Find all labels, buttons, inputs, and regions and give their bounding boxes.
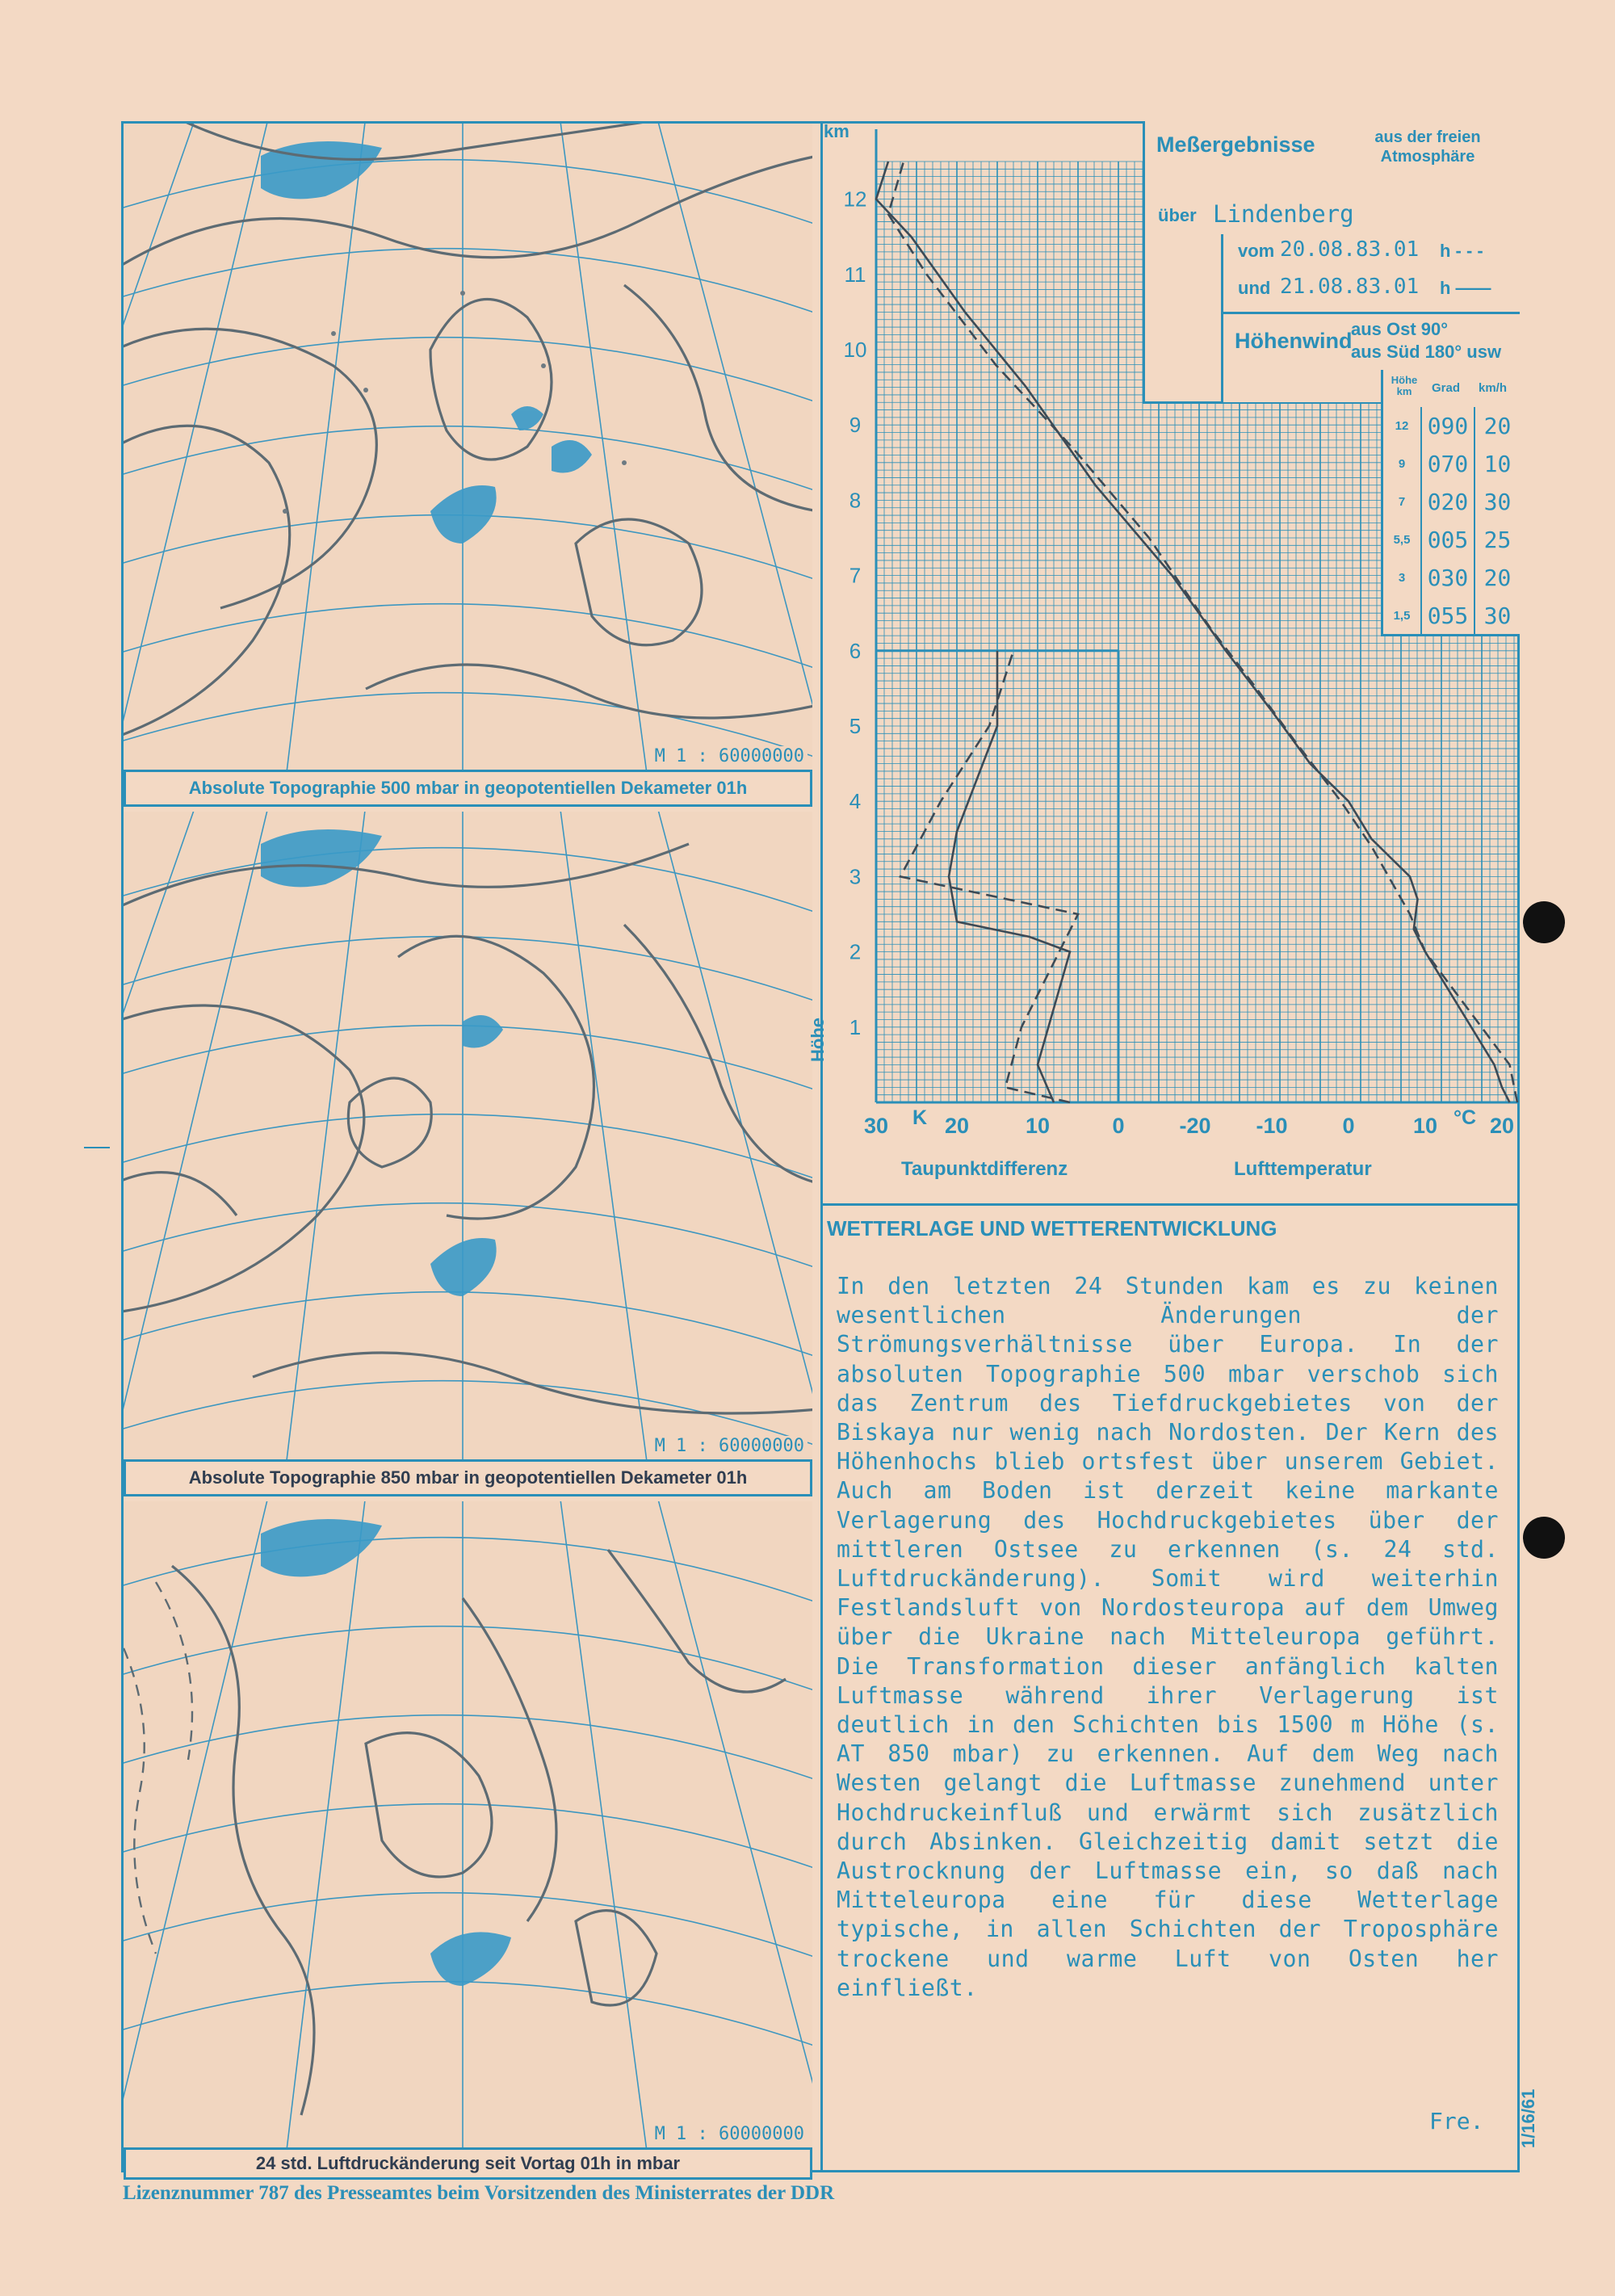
station-label: über xyxy=(1158,205,1197,225)
weather-text: In den letzten 24 Stunden kam es zu keinen wesentlichen Änderungen der Strömungsverhältnisse über Europa. In der absoluten Topographie 500 mbar verschob sich das Zentrum des Tiefdruckgebietes von der Biskaya nur wenig nach Nordosten. Der Kern des Höhenhochs blieb ortsfest über unserem Gebiet. Auch am Boden ist derzeit keine markante Verlagerung des Hochdruckgebietes über der mittleren Ostsee zu erkennen (s. 24 std. Luftdruckänderung). Somit wird weiterhin Festlandsluft von Nordosteuropa auf dem Umweg über die Ukraine nach Mitteleuropa geführt. Die Transformation dieser anfänglich kalten Luftmasse während ihrer Verlagerung ist deutlich in den Schichten bis 1500 m Höhe (s. AT 850 mbar) zu erkennen. Auf dem Weg nach Westen gelangt die Luftmasse zunehmend unter Hochdruckeinfluß und erwärmt sich zusätzlich durch Absinken. Gleichzeitig damit setzt die Austrocknung der Luftmasse ein, so daß nach Mitteleuropa eine für diese Wetterlage typische, in allen Schichten der Troposphäre trockene und warme Luft von Osten her einfließt. xyxy=(837,1273,1499,2001)
weather-divider xyxy=(823,1203,1520,1206)
map-pressure-change-graphic xyxy=(124,1501,812,2147)
wind-row-deg: 090 xyxy=(1421,407,1474,445)
y-tick-label: 1 xyxy=(849,1014,862,1039)
wind-title: Höhenwind xyxy=(1235,329,1353,353)
wind-south: aus Süd 180° usw xyxy=(1351,342,1502,362)
wind-row-deg: 055 xyxy=(1421,597,1474,635)
y-tick-label: 9 xyxy=(849,413,862,438)
y-tick-label: 7 xyxy=(849,563,862,588)
temp-tick-label: -20 xyxy=(1179,1114,1211,1138)
temp-tick-label: 10 xyxy=(1412,1114,1438,1138)
y-tick-label: 12 xyxy=(843,187,867,212)
c-label: °C xyxy=(1454,1106,1477,1129)
temp-axis-label: Lufttemperatur xyxy=(1234,1158,1372,1180)
map-500mbar xyxy=(124,124,812,770)
map-500-scale: M 1 : 60000000 xyxy=(652,746,808,766)
wind-row xyxy=(1383,597,1520,635)
temp-tick-label: 0 xyxy=(1342,1114,1355,1138)
wind-row-deg: 070 xyxy=(1421,445,1474,483)
y-tick-label: 5 xyxy=(849,714,862,738)
date-und-suffix: h —— xyxy=(1440,278,1491,298)
wind-row-height: 12 xyxy=(1395,419,1409,433)
wind-row-height: 5,5 xyxy=(1393,533,1411,547)
punch-hole xyxy=(1523,1517,1565,1559)
wind-row-deg: 020 xyxy=(1421,483,1474,521)
map-pressure-scale: M 1 : 60000000 xyxy=(652,2124,808,2144)
y-tick-label: 6 xyxy=(849,638,862,663)
margin-tick xyxy=(84,1147,110,1148)
wind-table xyxy=(1381,370,1520,636)
map-pressure-caption: 24 std. Luftdruckänderung seit Vortag 01h in mbar xyxy=(124,2147,812,2180)
y-tick-label: 3 xyxy=(849,864,862,889)
dew-tick-label: 0 xyxy=(1112,1114,1125,1138)
date-und-label: und xyxy=(1238,278,1271,298)
map-500-caption: Absolute Topographie 500 mbar in geopotentiellen Dekameter 01h xyxy=(124,770,812,807)
weather-heading: WETTERLAGE UND WETTERENTWICKLUNG xyxy=(827,1216,1277,1240)
license-line: Lizenznummer 787 des Presseamtes beim Vorsitzenden des Ministerrates der DDR xyxy=(123,2182,835,2204)
y-tick-label: 10 xyxy=(843,338,867,362)
y-tick-label: 4 xyxy=(849,789,862,814)
y-tick-label: 2 xyxy=(849,939,862,964)
map-500mbar-graphic xyxy=(124,124,812,770)
wind-row xyxy=(1383,445,1520,483)
y-tick-label: 11 xyxy=(844,262,866,287)
wind-row-speed: 10 xyxy=(1483,451,1512,477)
wind-row-speed: 30 xyxy=(1483,489,1512,515)
wind-row-deg: 030 xyxy=(1421,559,1474,597)
wind-row-speed: 20 xyxy=(1483,565,1512,591)
wind-row xyxy=(1383,407,1520,445)
dew-tick-label: 10 xyxy=(1025,1114,1051,1138)
wind-row-speed: 30 xyxy=(1483,602,1512,629)
map-850-scale: M 1 : 60000000 xyxy=(652,1436,808,1456)
date-und-value: 21.08.83.01 xyxy=(1280,275,1420,299)
map-850mbar xyxy=(124,812,812,1459)
wind-rows xyxy=(1383,407,1520,635)
wind-row xyxy=(1383,521,1520,559)
dew-axis-label: Taupunktdifferenz xyxy=(901,1158,1068,1180)
hoehe-label: Höhe xyxy=(808,1018,828,1062)
wind-row-height: 7 xyxy=(1398,495,1406,509)
temp-tick-label: -10 xyxy=(1256,1114,1288,1138)
wind-row-height: 3 xyxy=(1398,571,1406,585)
date-vom-label: vom xyxy=(1238,241,1275,261)
wind-row-height: 9 xyxy=(1398,457,1406,471)
km-label: km xyxy=(824,121,849,141)
date-vom-value: 20.08.83.01 xyxy=(1280,237,1420,262)
wind-row xyxy=(1383,559,1520,597)
dew-tick-label: 30 xyxy=(863,1114,889,1138)
station-name: Lindenberg xyxy=(1213,200,1354,228)
date-box xyxy=(1221,234,1520,312)
map-850mbar-graphic xyxy=(124,812,812,1459)
wind-row-deg: 005 xyxy=(1421,521,1474,559)
map-pressure-change xyxy=(124,1501,812,2147)
wind-rows-table xyxy=(1383,407,1520,635)
punch-hole xyxy=(1523,901,1565,943)
wind-row-speed: 20 xyxy=(1483,413,1512,439)
wind-row-height: 1,5 xyxy=(1393,609,1411,623)
temp-tick-label: 20 xyxy=(1489,1114,1515,1138)
wind-east: aus Ost 90° xyxy=(1351,319,1449,339)
weather-signature: Fre. xyxy=(1429,2108,1484,2134)
map-850-caption: Absolute Topographie 850 mbar in geopotentiellen Dekameter 01h xyxy=(124,1459,812,1496)
side-number: 1/16/61 xyxy=(1518,2088,1538,2148)
wind-row-speed: 25 xyxy=(1483,527,1512,553)
sounding-title: Meßergebnisse xyxy=(1156,132,1315,157)
dew-tick-label: 20 xyxy=(944,1114,970,1138)
sounding-title-sub: aus der freien Atmosphäre xyxy=(1374,128,1481,166)
wind-row xyxy=(1383,483,1520,521)
k-label: K xyxy=(912,1106,928,1129)
wind-col-height: Höhe km xyxy=(1391,374,1418,397)
wind-col-deg: Grad xyxy=(1432,381,1461,395)
wind-col-speed: km/h xyxy=(1479,381,1508,395)
y-tick-label: 8 xyxy=(849,488,862,513)
date-vom-suffix: h - - - xyxy=(1440,241,1483,261)
